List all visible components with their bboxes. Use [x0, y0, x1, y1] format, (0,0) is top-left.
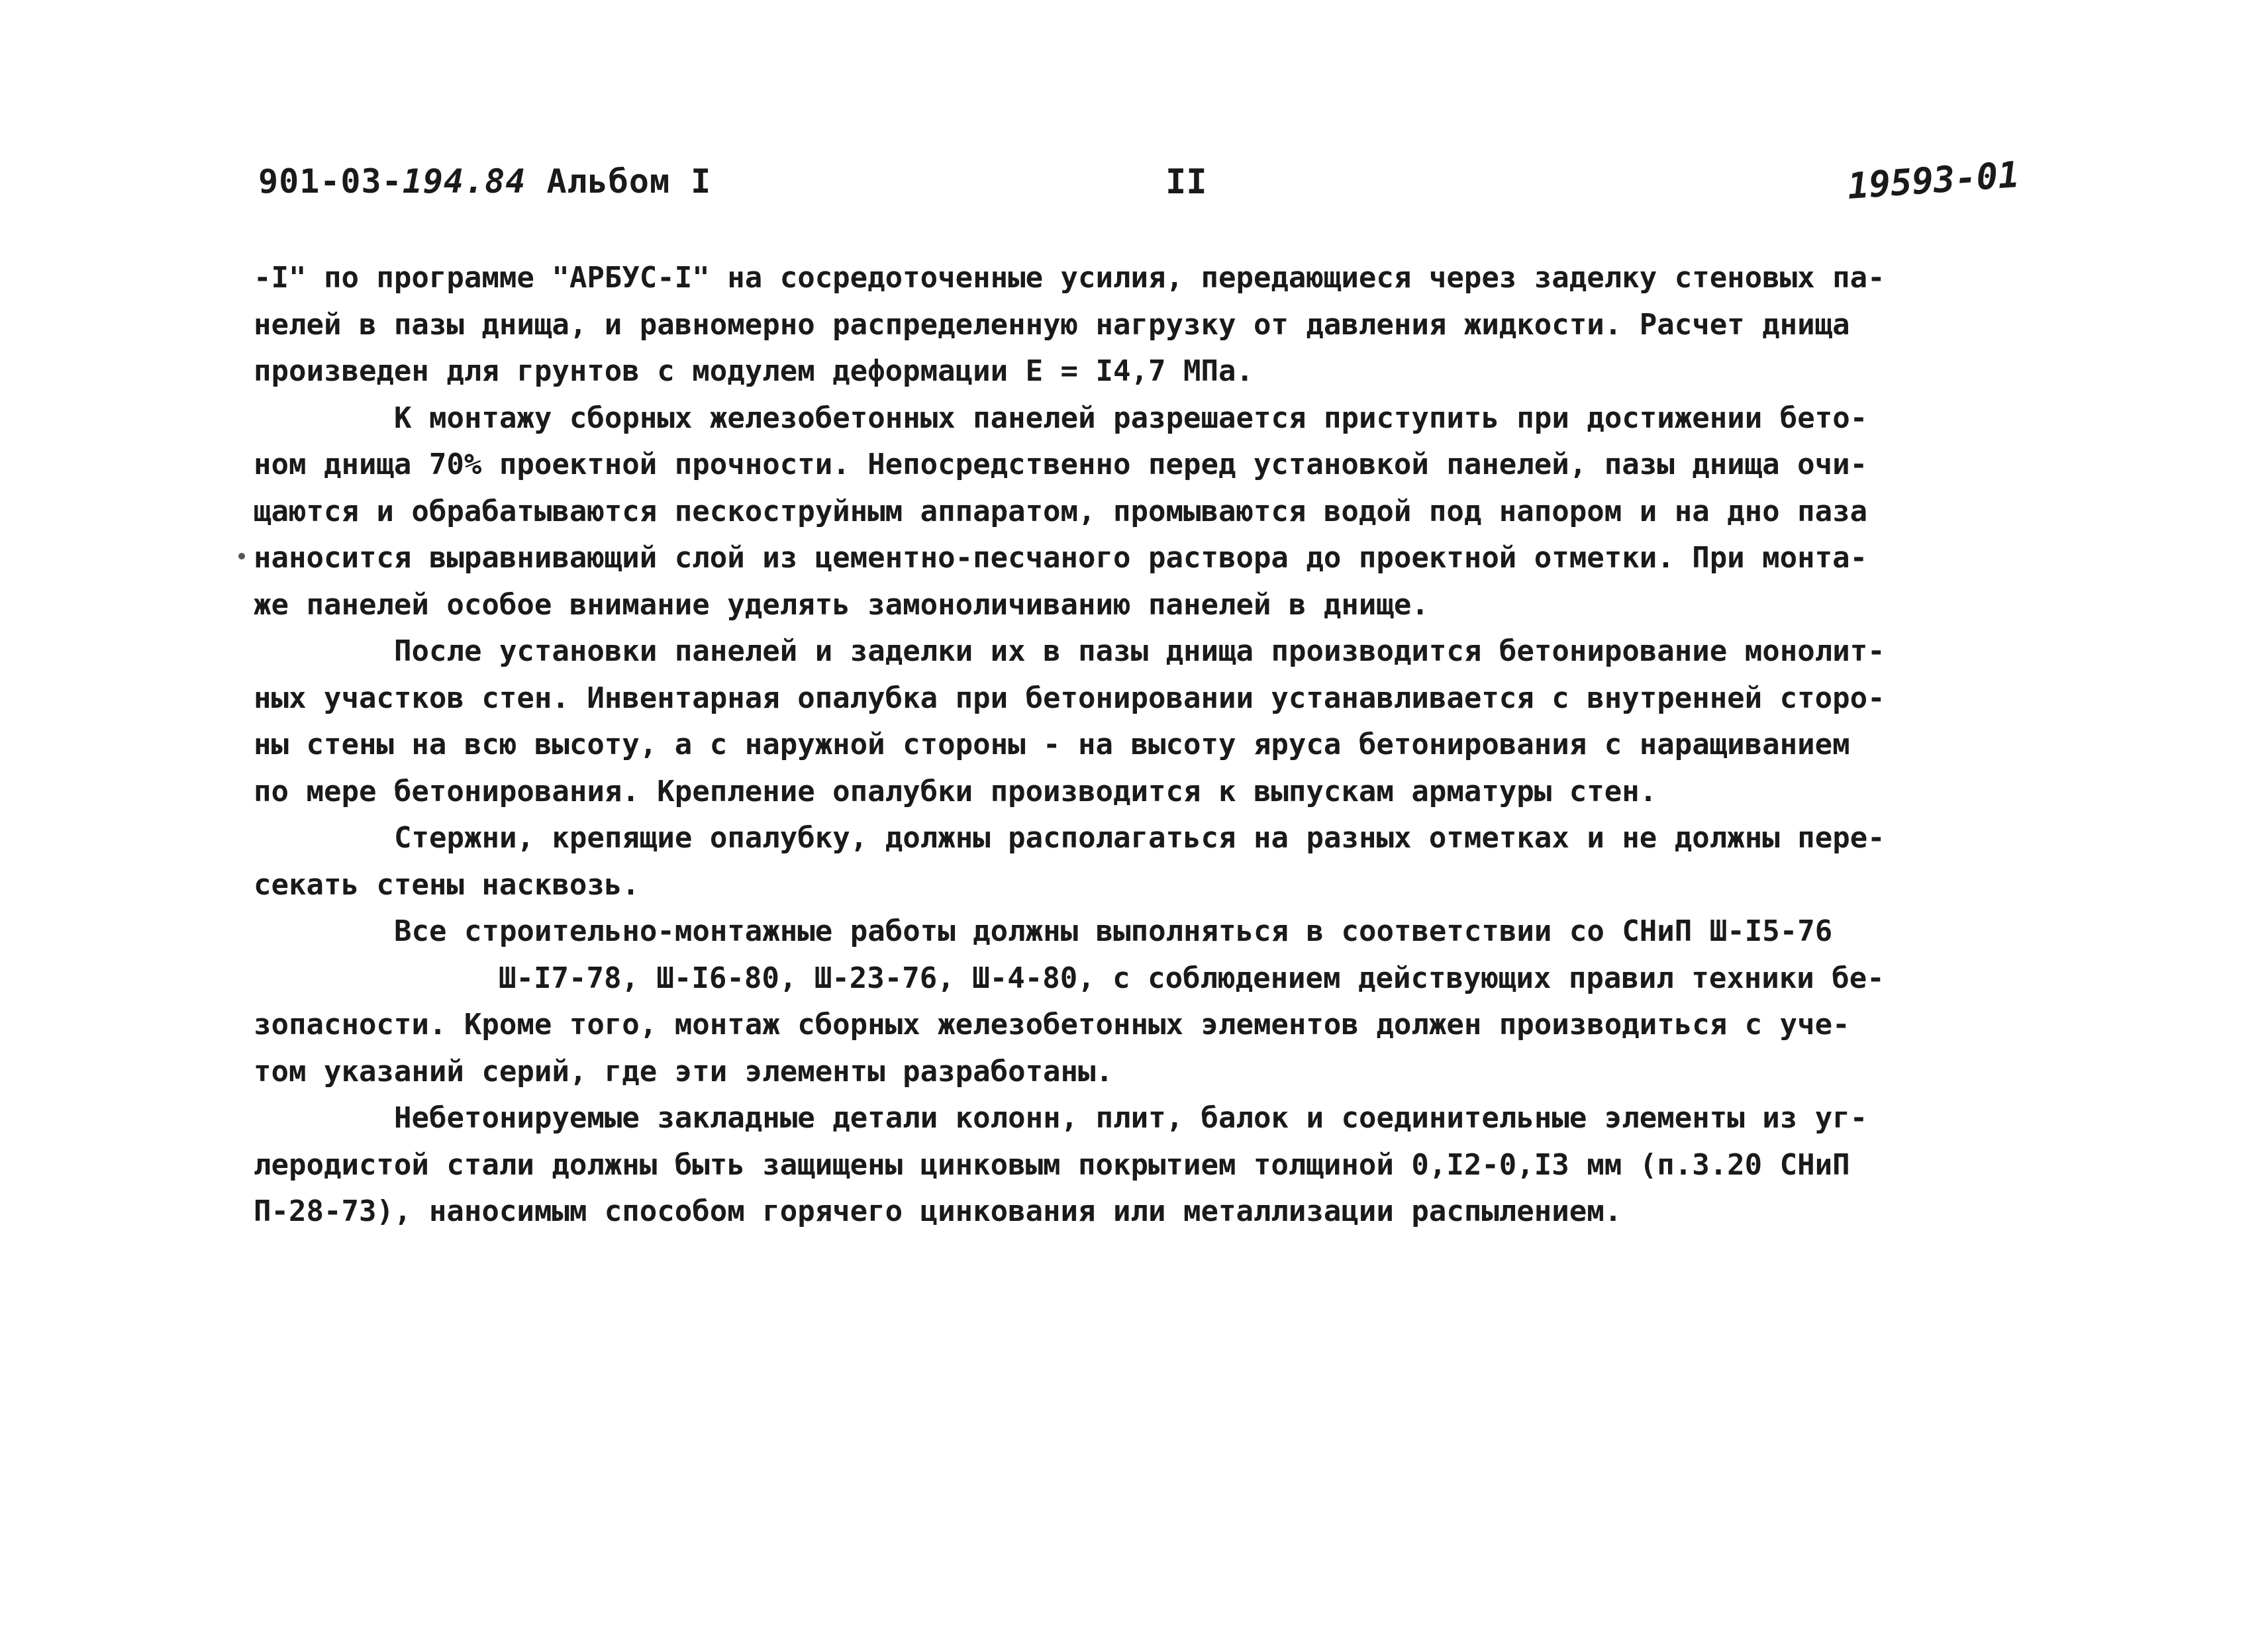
text-line: После установки панелей и заделки их в пазы днища производится бетонирование монолит-: [394, 634, 1885, 668]
page-number: II: [1165, 162, 1207, 202]
text-line: -I" по программе "АРБУС-I" на сосредоточенные усилия, передающиеся через заделку стеновых па-: [254, 261, 1885, 295]
text-line: Все строительно-монтажные работы должны выполняться в соответствии со СНиП Ш-I5-76: [394, 914, 1833, 948]
text-line: ны стены на всю высоту, а с наружной стороны - на высоту яруса бетонирования с наращиванием: [254, 728, 1850, 761]
text-line: ных участков стен. Инвентарная опалубка при бетонировании устанавливается с внутренней сторо-: [254, 681, 1885, 715]
text-line: секать стены насквозь.: [254, 867, 640, 902]
document-code: [258, 162, 711, 201]
text-line: нелей в пазы днища, и равномерно распределенную нагрузку от давления жидкости. Расчет днища: [254, 307, 1850, 342]
text-line: том указаний серий, где эти элементы разработаны.: [254, 1054, 1114, 1088]
text-line: ном днища 70% проектной прочности. Непосредственно перед установкой панелей, пазы днища очи-: [254, 448, 1868, 481]
margin-dot: [238, 553, 245, 559]
text-line: зопасности. Кроме того, монтаж сборных железобетонных элементов должен производиться с уче-: [254, 1008, 1850, 1041]
text-line: по мере бетонирования. Крепление опалубки производится к выпускам арматуры стен.: [254, 774, 1657, 808]
album-label: Альбом I: [546, 162, 712, 201]
text-line: леродистой стали должны быть защищены цинковым покрытием толщиной 0,I2-0,I3 мм (п.3.20 СНиП: [254, 1147, 1850, 1182]
text-line: Небетонируемые закладные детали колонн, плит, балок и соединительные элементы из уг-: [394, 1101, 1868, 1135]
text-line: произведен для грунтов с модулем деформации Е = I4,7 МПа.: [254, 354, 1254, 388]
text-line: К монтажу сборных железобетонных панелей разрешается приступить при достижении бето-: [394, 401, 1868, 435]
text-line: наносится выравнивающий слой из цементно-песчаного раствора до проектной отметки. При монта-: [254, 541, 1868, 575]
document-code-handwritten: 194.84: [402, 162, 526, 201]
text-line: Стержни, крепящие опалубку, должны располагаться на разных отметках и не должны пере-: [394, 821, 1885, 855]
text-line: же панелей особое внимание уделять замоноличиванию панелей в днище.: [254, 587, 1429, 622]
inventory-number: 19593-01: [1846, 153, 2021, 207]
body-text: [254, 255, 2022, 1235]
document-code-prefix: 901-03-: [258, 162, 403, 201]
text-line: щаются и обрабатываются пескоструйным аппаратом, промываются водой под напором и на дно паза: [254, 494, 1868, 528]
text-line: П-28-73), наносимым способом горячего цинкования или металлизации распылением.: [254, 1194, 1622, 1228]
text-line: Ш-I7-78, Ш-I6-80, Ш-23-76, Ш-4-80, с соблюдением действующих правил техники бе-: [499, 961, 1885, 995]
